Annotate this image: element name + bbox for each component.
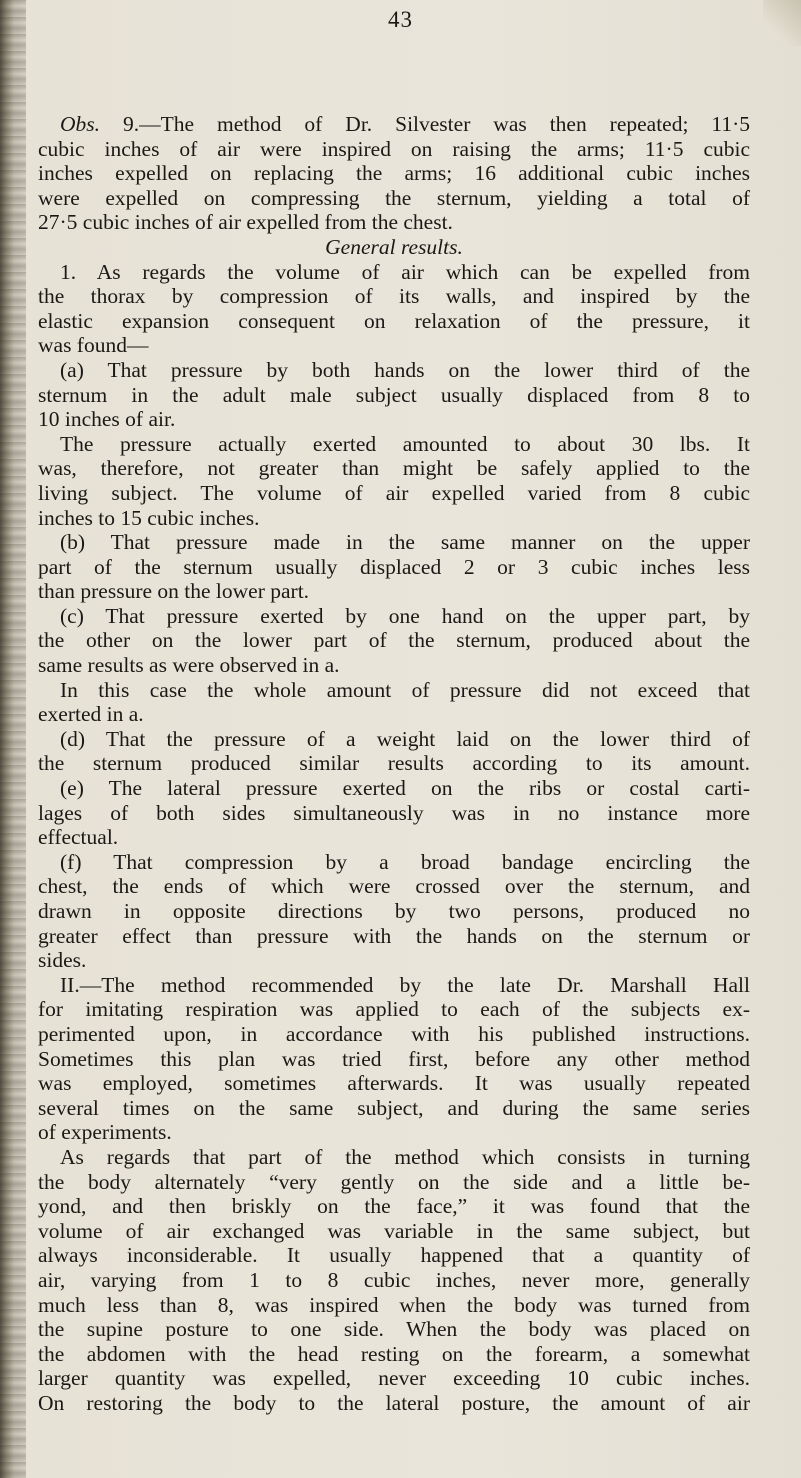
text-line: In this case the whole amount of pressure did not exceed that [60, 677, 750, 702]
text-line: The pressure actually exerted amounted to about 30 lbs. It [60, 431, 750, 456]
text-line: of experiments. [38, 1120, 172, 1145]
text-line: (e) The lateral pressure exerted on the ribs or costal carti- [60, 776, 750, 801]
text-line: 27·5 cubic inches of air expelled from the chest. [38, 210, 453, 235]
text-line: chest, the ends of which were crossed over the sternum, and [38, 874, 750, 899]
text-line: (c) That pressure exerted by one hand on the upper part, by [60, 603, 750, 628]
section-heading: General results. [325, 234, 463, 259]
text-line: On restoring the body to the lateral posture, the amount of air [38, 1390, 750, 1415]
body-text [38, 112, 750, 1415]
text-line: cubic inches of air were inspired on raising the arms; 11·5 cubic [38, 136, 750, 161]
text-line: the sternum produced similar results according to its amount. [38, 751, 750, 776]
text-line: several times on the same subject, and during the same series [38, 1095, 750, 1120]
text-line: inches expelled on replacing the arms; 16 additional cubic inches [38, 161, 750, 186]
text-line: (a) That pressure by both hands on the lower third of the [60, 357, 750, 382]
text-line: Obs. 9.—The method of Dr. Silvester was then repeated; 11·5 [60, 112, 750, 136]
text-line: Sometimes this plan was tried first, before any other method [38, 1046, 750, 1071]
text-line: (f) That compression by a broad bandage encircling the [60, 849, 750, 874]
text-line: sides. [38, 948, 87, 973]
text-line: greater effect than pressure with the hands on the sternum or [38, 923, 750, 948]
text-line: part of the sternum usually displaced 2 or 3 cubic inches less [38, 554, 750, 579]
text-line: larger quantity was expelled, never exceeding 10 cubic inches. [38, 1366, 750, 1391]
page-spine-shadow [0, 0, 26, 1478]
text-line: was, therefore, not greater than might be safely applied to the [38, 456, 750, 481]
text-line: (d) That the pressure of a weight laid on the lower third of [60, 726, 750, 751]
text-line: (b) That pressure made in the same manner on the upper [60, 530, 750, 555]
obs-label: Obs. [60, 112, 101, 136]
text-line: was found— [38, 333, 149, 358]
text-line: much less than 8, was inspired when the body was turned from [38, 1292, 750, 1317]
text-line: As regards that part of the method which consists in turning [60, 1144, 750, 1169]
text-line: yond, and then briskly on the face,” it was found that the [38, 1194, 750, 1219]
text-line: effectual. [38, 825, 119, 850]
text-line: sternum in the adult male subject usually displaced from 8 to [38, 382, 750, 407]
text-line: always inconsiderable. It usually happened that a quantity of [38, 1243, 750, 1268]
text-line: same results as were observed in a. [38, 653, 340, 678]
text-line: elastic expansion consequent on relaxation of the pressure, it [38, 308, 750, 333]
text-line: perimented upon, in accordance with his published instructions. [38, 1021, 750, 1046]
text-line: 1. As regards the volume of air which can be expelled from [60, 259, 750, 284]
text-line: the supine posture to one side. When the body was placed on [38, 1317, 750, 1342]
text-line: the body alternately “very gently on the side and a little be- [38, 1169, 750, 1194]
text-line: 10 inches of air. [38, 407, 176, 432]
text-line: was employed, sometimes afterwards. It was usually repeated [38, 1071, 750, 1096]
text-line: volume of air exchanged was variable in the same subject, but [38, 1218, 750, 1243]
text-line: drawn in opposite directions by two persons, produced no [38, 899, 750, 923]
text-line: were expelled on compressing the sternum, yielding a total of [38, 185, 750, 210]
text-line: exerted in a. [38, 702, 144, 727]
text-line: lages of both sides simultaneously was in no instance more [38, 800, 750, 825]
text-line: air, varying from 1 to 8 cubic inches, never more, generally [38, 1267, 750, 1292]
text-line: than pressure on the lower part. [38, 579, 310, 604]
text-line: the thorax by compression of its walls, and inspired by the [38, 284, 750, 309]
text-line: living subject. The volume of air expelled varied from 8 cubic [38, 480, 750, 505]
text-line: for imitating respiration was applied to each of the subjects ex- [38, 997, 750, 1022]
text-line: the abdomen with the head resting on the forearm, a somewhat [38, 1341, 750, 1366]
text-line: inches to 15 cubic inches. [38, 505, 260, 530]
text-line: the other on the lower part of the sternum, produced about the [38, 628, 750, 653]
text-line: II.—The method recommended by the late Dr. Marshall Hall [60, 972, 750, 997]
page-number: 43 [388, 7, 413, 32]
